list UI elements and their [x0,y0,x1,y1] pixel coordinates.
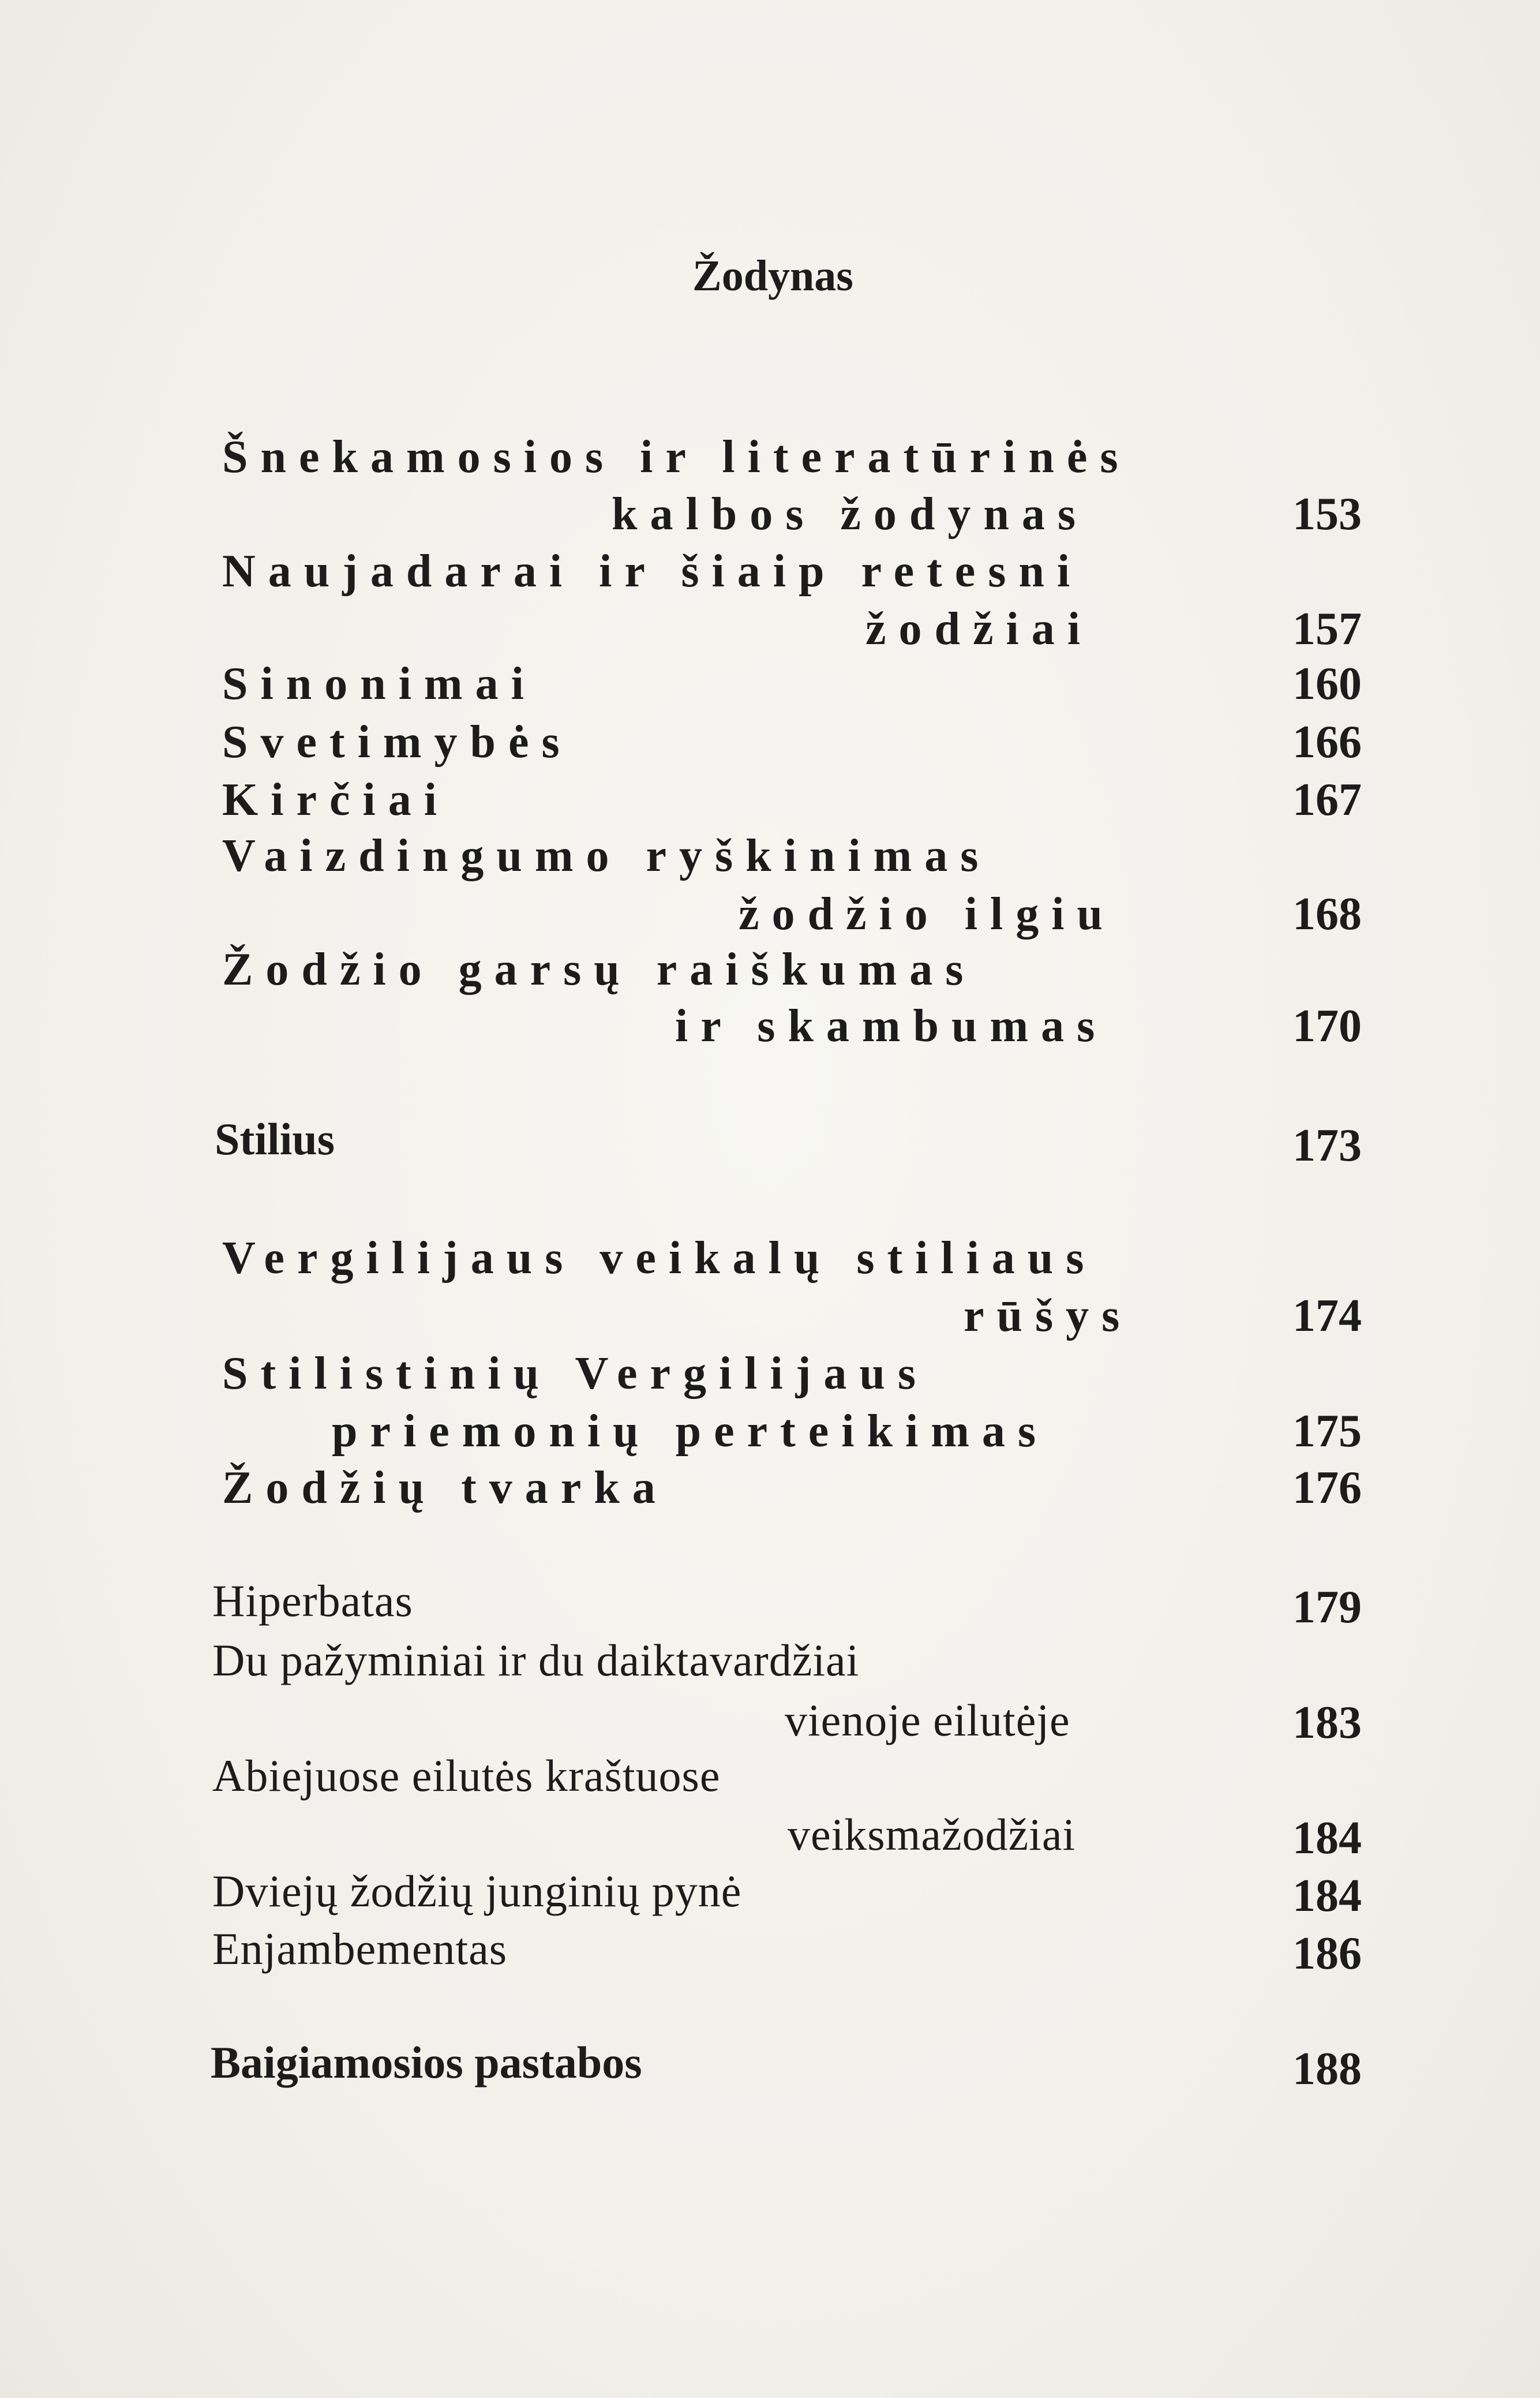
page-number: 168 [1292,889,1362,940]
toc-entry-line: Dviejų žodžių junginių pynė [212,1866,742,1916]
toc-entry-line: žodžiai [865,604,1093,654]
toc-entry-line: Abiejuose eilutės kraštuose [212,1750,721,1801]
toc-entry-line: Naujadarai ir šiaip retesni [222,546,1083,597]
page-number: 175 [1292,1406,1362,1457]
toc-entry-line: Hiperbatas [212,1576,413,1626]
toc-entry-line: Kirčiai [222,775,449,825]
page-number: 153 [1292,489,1362,540]
page-number: 188 [1292,2044,1362,2094]
toc-entry-line: Vergilijaus veikalų stiliaus [222,1233,1097,1284]
toc-entry-line: Vaizdingumo ryškinimas [222,830,991,881]
section-title: Žodynas [692,252,853,300]
toc-entry-line: Sinonimai [222,659,537,709]
toc-entry-line: Du pažyminiai ir du daiktavardžiai [212,1635,860,1685]
toc-heading: Stilius [215,1114,335,1164]
page-number: 170 [1292,1001,1362,1052]
toc-entry-line: ir skambumas [675,1001,1108,1052]
toc-entry-line: vienoje eilutėje [785,1695,1070,1745]
page-number: 160 [1292,659,1362,709]
page-number: 174 [1292,1290,1362,1341]
toc-entry-line: rūšys [964,1290,1133,1341]
page-number: 167 [1292,775,1362,825]
toc-entry-line: veiksmažodžiai [788,1809,1076,1860]
page-number: 184 [1292,1813,1362,1864]
page-number: 179 [1292,1582,1362,1633]
page-number: 157 [1292,604,1362,654]
page-number: 183 [1292,1697,1362,1748]
page-number: 176 [1292,1462,1362,1513]
toc-heading: Baigiamosios pastabos [211,2037,642,2088]
page-number: 166 [1292,717,1362,768]
toc-entry-line: Žodžio garsų raiškumas [222,944,976,995]
toc-entry-line: Šnekamosios ir literatūrinės [222,432,1131,482]
toc-entry-line: Svetimybės [222,717,572,768]
toc-entry-line: Žodžių tvarka [222,1462,668,1513]
page-number: 173 [1292,1120,1362,1171]
toc-entry-line: žodžio ilgiu [739,889,1115,940]
page-number: 186 [1292,1928,1362,1979]
toc-entry-line: kalbos žodynas [612,489,1088,540]
toc-entry-line: priemonių perteikimas [332,1406,1048,1457]
toc-entry-line: Stilistinių Vergilijaus [222,1348,928,1399]
page-number: 184 [1292,1870,1362,1921]
toc-entry-line: Enjambementas [212,1924,508,1974]
